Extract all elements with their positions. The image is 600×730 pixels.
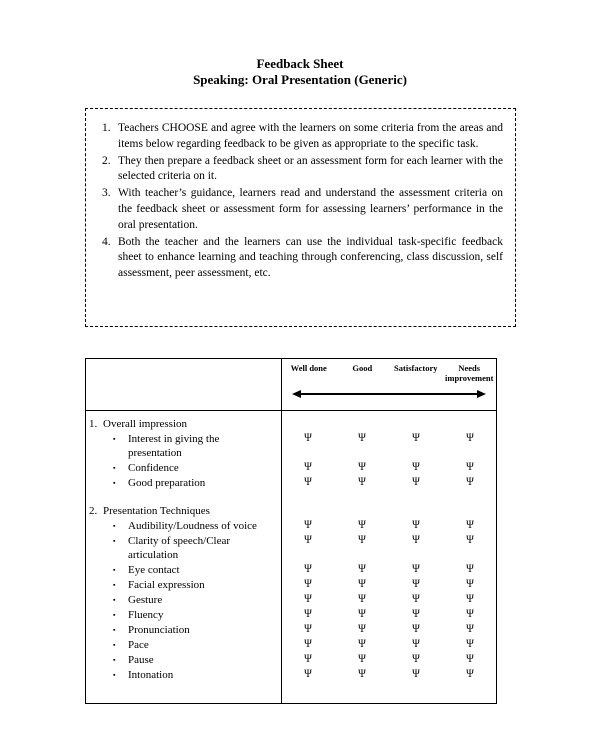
criterion-row <box>86 534 496 562</box>
rating-cell <box>281 432 335 446</box>
rating-scale-arrow <box>292 390 486 398</box>
rating-cell <box>443 461 497 475</box>
rating-mark-icon: Ψ <box>466 432 474 445</box>
bullet-icon: ▪ <box>113 596 116 604</box>
table-body <box>86 411 496 703</box>
rating-cell <box>389 668 443 682</box>
rating-mark-icon: Ψ <box>304 608 312 621</box>
rating-cell <box>443 476 497 490</box>
instruction-item <box>94 235 503 282</box>
instruction-item <box>94 154 503 186</box>
rating-mark-icon: Ψ <box>466 668 474 681</box>
rating-mark-icon: Ψ <box>412 476 420 489</box>
criterion-row <box>86 608 496 622</box>
criterion-text: Interest in giving the presentation <box>128 433 220 459</box>
criterion-label <box>86 519 281 533</box>
rating-cell <box>443 653 497 667</box>
rating-mark-icon: Ψ <box>412 519 420 532</box>
rating-mark-icon: Ψ <box>466 519 474 532</box>
rating-mark-icon: Ψ <box>412 461 420 474</box>
criterion-text: Pronunciation <box>128 624 190 636</box>
arrow-right-icon <box>477 390 486 398</box>
rating-mark-icon: Ψ <box>466 476 474 489</box>
rating-mark-icon: Ψ <box>466 623 474 636</box>
rating-mark-icon: Ψ <box>412 653 420 666</box>
rating-cell <box>335 608 389 622</box>
rating-cell <box>281 653 335 667</box>
bullet-icon: ▪ <box>113 671 116 679</box>
rating-mark-icon: Ψ <box>358 461 366 474</box>
rating-mark-icon: Ψ <box>412 578 420 591</box>
rating-cell <box>389 608 443 622</box>
rating-mark-icon: Ψ <box>358 578 366 591</box>
rating-cell <box>281 638 335 652</box>
criterion-row <box>86 476 496 490</box>
criterion-text: Good preparation <box>128 477 206 489</box>
section-title: Presentation Techniques <box>103 505 210 517</box>
rating-mark-icon: Ψ <box>466 563 474 576</box>
section-spacer <box>86 491 496 503</box>
rating-mark-icon: Ψ <box>358 593 366 606</box>
rating-mark-icon: Ψ <box>358 534 366 547</box>
rating-mark-icon: Ψ <box>466 578 474 591</box>
section-number: 1. <box>89 418 98 430</box>
rating-mark-icon: Ψ <box>358 432 366 445</box>
rating-mark-icon: Ψ <box>304 593 312 606</box>
criterion-text: Gesture <box>128 594 163 606</box>
rating-cell <box>335 461 389 475</box>
rating-cell <box>335 432 389 446</box>
rating-mark-icon: Ψ <box>412 668 420 681</box>
rating-cell <box>443 432 497 446</box>
criterion-text: Intonation <box>128 669 174 681</box>
rating-mark-icon: Ψ <box>304 461 312 474</box>
criterion-text: Fluency <box>128 609 164 621</box>
rating-mark-icon: Ψ <box>466 653 474 666</box>
rating-cell <box>335 623 389 637</box>
criterion-row <box>86 653 496 667</box>
document-title <box>0 56 600 88</box>
bullet-icon: ▪ <box>113 435 116 443</box>
rating-cell <box>335 578 389 592</box>
rating-cell <box>281 578 335 592</box>
bullet-icon: ▪ <box>113 626 116 634</box>
rating-mark-icon: Ψ <box>412 593 420 606</box>
rating-cell <box>389 432 443 446</box>
rating-mark-icon: Ψ <box>304 638 312 651</box>
criterion-text: Eye contact <box>128 564 180 576</box>
section-title: Overall impression <box>103 418 188 430</box>
criterion-row <box>86 519 496 533</box>
rating-mark-icon: Ψ <box>466 534 474 547</box>
rating-cell <box>443 638 497 652</box>
instruction-number: 3. <box>102 187 111 200</box>
criterion-text: Pause <box>128 654 154 666</box>
rating-cell <box>443 578 497 592</box>
rating-columns-header <box>282 363 496 398</box>
section-row <box>86 504 496 518</box>
rating-mark-icon: Ψ <box>304 432 312 445</box>
rating-mark-icon: Ψ <box>304 578 312 591</box>
arrow-left-icon <box>292 390 301 398</box>
instruction-text: Both the teacher and the learners can use the individual task-specific feedback sheet to enhance learning and teaching through conferencing, class discussion, self assessment, peer assessment, etc. <box>118 235 503 280</box>
rating-mark-icon: Ψ <box>466 608 474 621</box>
rating-cell <box>389 593 443 607</box>
criterion-row <box>86 432 496 460</box>
rating-mark-icon: Ψ <box>412 638 420 651</box>
criterion-label <box>86 668 281 682</box>
rating-cell <box>443 593 497 607</box>
instruction-text: They then prepare a feedback sheet or an assessment form for each learner with the selected criteria on it. <box>118 154 503 183</box>
rating-mark-icon: Ψ <box>358 653 366 666</box>
rating-mark-icon: Ψ <box>358 668 366 681</box>
criterion-label <box>86 608 281 622</box>
rating-cell <box>389 638 443 652</box>
rating-cell <box>281 608 335 622</box>
criterion-text: Confidence <box>128 462 179 474</box>
criterion-text: Clarity of speech/Clear articulation <box>128 535 231 561</box>
rating-cell <box>335 519 389 533</box>
instruction-number: 4. <box>102 235 111 248</box>
rating-cell <box>281 593 335 607</box>
rating-mark-icon: Ψ <box>358 638 366 651</box>
rating-cell <box>281 623 335 637</box>
rating-cell <box>335 476 389 490</box>
rating-cell <box>335 653 389 667</box>
rating-cell <box>389 519 443 533</box>
bullet-icon: ▪ <box>113 641 116 649</box>
rating-mark-icon: Ψ <box>358 476 366 489</box>
rating-cell <box>389 461 443 475</box>
section-heading <box>86 504 281 518</box>
rating-cell <box>281 563 335 577</box>
feedback-table <box>85 358 497 704</box>
rating-mark-icon: Ψ <box>466 638 474 651</box>
criterion-row <box>86 668 496 682</box>
rating-cell <box>281 461 335 475</box>
instructions-box <box>85 108 516 327</box>
rating-cell <box>335 638 389 652</box>
criterion-row <box>86 593 496 607</box>
rating-cell <box>335 563 389 577</box>
rating-mark-icon: Ψ <box>412 432 420 445</box>
section-heading <box>86 417 281 431</box>
instruction-text: With teacher’s guidance, learners read and understand the assessment criteria on the feedback sheet or assessment form for assessing learners’ performance in the oral presentation. <box>118 187 503 231</box>
bullet-icon: ▪ <box>113 581 116 589</box>
rating-mark-icon: Ψ <box>304 519 312 532</box>
rating-mark-icon: Ψ <box>304 653 312 666</box>
rating-cell <box>335 593 389 607</box>
criterion-label <box>86 461 281 475</box>
rating-cell <box>281 519 335 533</box>
criterion-label <box>86 653 281 667</box>
rating-mark-icon: Ψ <box>412 623 420 636</box>
rating-mark-icon: Ψ <box>358 623 366 636</box>
criterion-label <box>86 638 281 652</box>
instructions-list <box>94 121 503 282</box>
bullet-icon: ▪ <box>113 522 116 530</box>
column-label-needs-improvement: Needs improvement <box>445 363 494 383</box>
rating-cell <box>335 534 389 548</box>
rating-cell <box>281 534 335 548</box>
instruction-number: 1. <box>102 122 111 134</box>
column-label-satisfactory: Satisfactory <box>394 363 438 373</box>
criterion-row <box>86 638 496 652</box>
criterion-label <box>86 578 281 592</box>
rating-cell <box>443 563 497 577</box>
criterion-label <box>86 534 281 562</box>
instruction-text: Teachers CHOOSE and agree with the learners on some criteria from the areas and items below regarding feedback to be given as appropriate to the specific task. <box>118 122 503 150</box>
rating-cell <box>443 668 497 682</box>
rating-mark-icon: Ψ <box>358 608 366 621</box>
rating-mark-icon: Ψ <box>304 534 312 547</box>
rating-cell <box>281 476 335 490</box>
rating-cell <box>389 578 443 592</box>
rating-cell <box>443 534 497 548</box>
bullet-icon: ▪ <box>113 537 116 545</box>
column-label-good: Good <box>352 363 373 373</box>
criterion-text: Pace <box>128 639 149 651</box>
bullet-icon: ▪ <box>113 566 116 574</box>
rating-mark-icon: Ψ <box>304 563 312 576</box>
bullet-icon: ▪ <box>113 611 116 619</box>
arrow-line <box>301 393 477 395</box>
criterion-label <box>86 432 281 460</box>
criterion-label <box>86 593 281 607</box>
column-label-well-done: Well done <box>290 363 327 373</box>
criterion-text: Facial expression <box>128 579 205 591</box>
rating-mark-icon: Ψ <box>304 668 312 681</box>
rating-mark-icon: Ψ <box>412 534 420 547</box>
rating-column-labels <box>282 363 496 383</box>
bullet-icon: ▪ <box>113 464 116 472</box>
criterion-row <box>86 578 496 592</box>
rating-mark-icon: Ψ <box>358 519 366 532</box>
table-header <box>86 359 496 411</box>
rating-mark-icon: Ψ <box>304 476 312 489</box>
rating-cell <box>335 668 389 682</box>
bullet-icon: ▪ <box>113 656 116 664</box>
title-line-1: Feedback Sheet <box>256 56 344 71</box>
rating-mark-icon: Ψ <box>466 593 474 606</box>
rating-cell <box>389 476 443 490</box>
criterion-row <box>86 461 496 475</box>
criterion-label <box>86 563 281 577</box>
section-number: 2. <box>89 505 98 517</box>
bullet-icon: ▪ <box>113 479 116 487</box>
rating-mark-icon: Ψ <box>466 461 474 474</box>
title-line-2: Speaking: Oral Presentation (Generic) <box>193 72 407 87</box>
instruction-item <box>94 121 503 153</box>
section-row <box>86 417 496 431</box>
rating-cell <box>389 534 443 548</box>
rating-cell <box>281 668 335 682</box>
instruction-number: 2. <box>102 154 111 167</box>
rating-cell <box>389 623 443 637</box>
instruction-item <box>94 186 503 233</box>
criterion-row <box>86 563 496 577</box>
rating-cell <box>443 623 497 637</box>
rating-cell <box>389 653 443 667</box>
rating-cell <box>389 563 443 577</box>
rating-mark-icon: Ψ <box>412 608 420 621</box>
rating-mark-icon: Ψ <box>304 623 312 636</box>
rating-mark-icon: Ψ <box>412 563 420 576</box>
criterion-row <box>86 623 496 637</box>
criterion-text: Audibility/Loudness of voice <box>128 520 257 532</box>
criterion-label <box>86 476 281 490</box>
rating-cell <box>443 608 497 622</box>
rating-mark-icon: Ψ <box>358 563 366 576</box>
rating-cell <box>443 519 497 533</box>
criterion-label <box>86 623 281 637</box>
